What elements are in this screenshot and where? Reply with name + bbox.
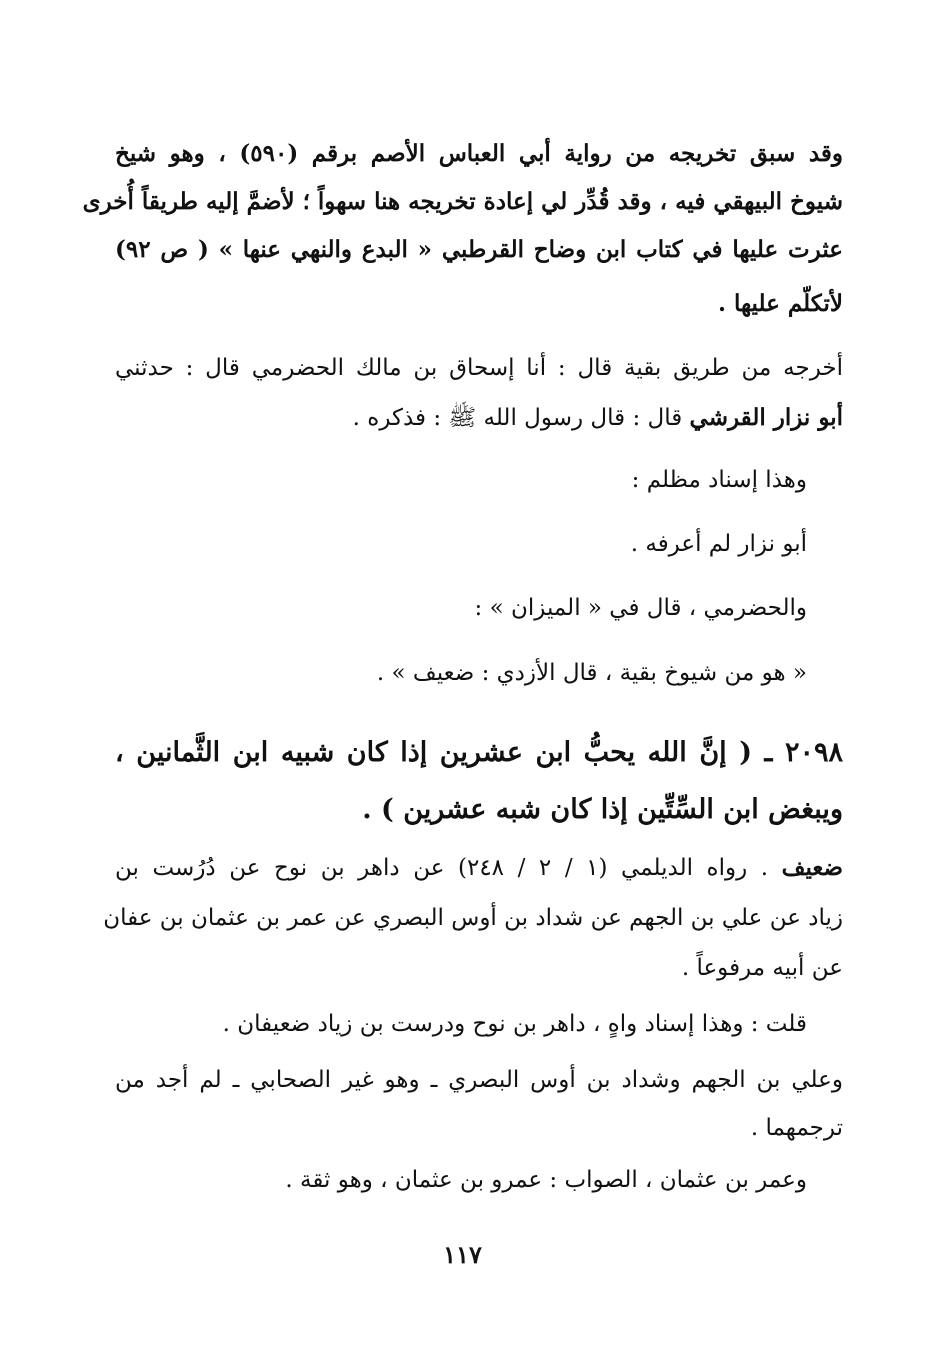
paragraph-7-line-1: [115, 850, 843, 886]
hadith-heading-line-2: ويبغض ابن السِّتِّين إذا كان شبه عشرين ) .: [362, 794, 843, 825]
narrator-name: أبو نزار القرشي: [689, 404, 843, 431]
paragraph-1-line-3: عثرت عليها في كتاب ابن وضاح القرطبي « البدع والنهي عنها » ( ص ٩٢): [115, 236, 843, 263]
paragraph-7-line-2: زياد عن علي بن الجهم عن شداد بن أوس البصري عن عمر بن عثمان بن عفان: [103, 905, 843, 931]
paragraph-9-line-1: وعلي بن الجهم وشداد بن أوس البصري ـ وهو غير الصحابي ـ لم أجد من: [115, 1067, 844, 1093]
page-number: ١١٧: [443, 1240, 482, 1269]
paragraph-7-line-1-rest: . رواه الديلمي (١ / ٢ / ٢٤٨) عن داهر بن نوح عن دُرُست بن: [115, 855, 782, 881]
paragraph-8: قلت : وهذا إسناد واهٍ ، داهر بن نوح ودرست بن زياد ضعيفان .: [222, 1011, 807, 1037]
paragraph-3: وهذا إسناد مظلم :: [631, 467, 807, 493]
paragraph-1-line-2: شيوخ البيهقي فيه ، وقد قُدِّر لي إعادة تخريجه هنا سهواً ؛ لأضمَّ إليه طريقاً أُخرى: [82, 188, 843, 215]
paragraph-9-line-2: ترجمهما .: [750, 1115, 843, 1141]
paragraph-2-line-1: أخرجه من طريق بقية قال : أنا إسحاق بن مالك الحضرمي قال : حدثني: [115, 355, 843, 381]
paragraph-1-line-4: لأتكلّم عليها .: [717, 290, 843, 317]
hadith-heading-line-1: ٢٠٩٨ ـ ( إنَّ الله يحبُّ ابن عشرين إذا كان شبيه ابن الثَّمانين ،: [115, 737, 843, 768]
paragraph-1-line-1: وقد سبق تخريجه من رواية أبي العباس الأصم برقم (٥٩٠) ، وهو شيخ: [115, 140, 843, 167]
paragraph-4: أبو نزار لم أعرفه .: [630, 531, 807, 557]
paragraph-7-line-3: عن أبيه مرفوعاً .: [681, 955, 843, 981]
grading-label: ضعيف: [781, 854, 844, 881]
paragraph-6: « هو من شيوخ بقية ، قال الأزدي : ضعيف » .: [376, 660, 807, 686]
paragraph-10: وعمر بن عثمان ، الصواب : عمرو بن عثمان ، وهو ثقة .: [285, 1167, 807, 1193]
paragraph-5: والحضرمي ، قال في « الميزان » :: [474, 595, 807, 621]
paragraph-2-line-2-rest: قال : قال رسول الله ﷺ : فذكره .: [352, 405, 690, 431]
paragraph-2-line-2: [353, 400, 843, 436]
